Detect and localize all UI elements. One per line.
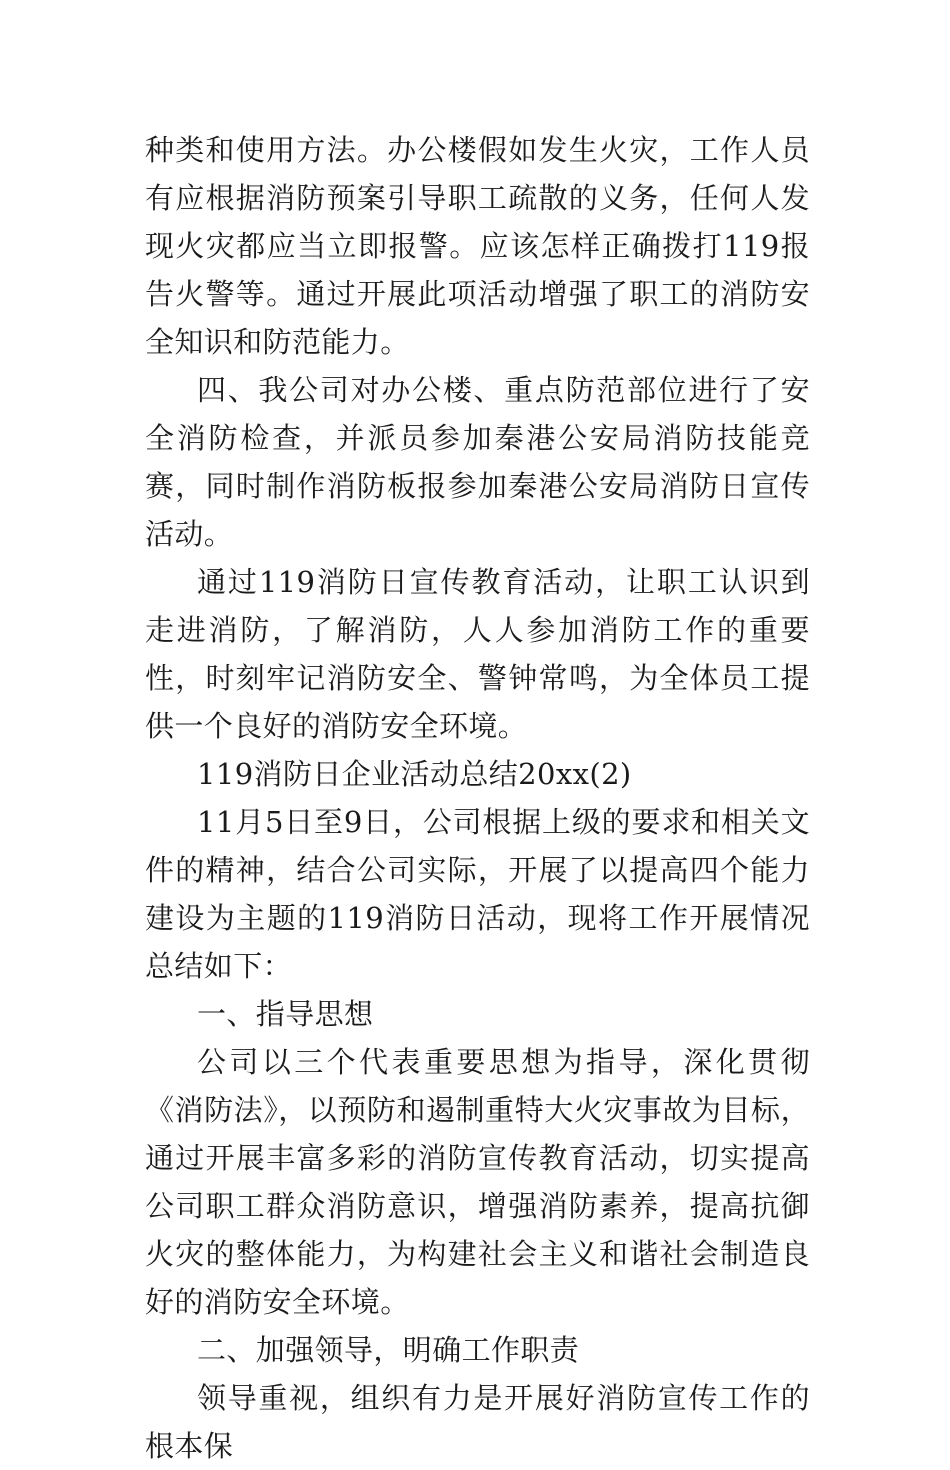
paragraph-continued: 种类和使用方法。办公楼假如发生火灾，工作人员有应根据消防预案引导职工疏散的义务，任何人发现火灾都应当立即报警。应该怎样正确拨打119报告火警等。通过开展此项活动增强了职工的消防安全知识和防范能力。	[145, 133, 810, 359]
heading-guiding-ideology: 一、指导思想	[197, 997, 374, 1031]
paragraph-section-four: 四、我公司对办公楼、重点防范部位进行了安全消防检查，并派员参加秦港公安局消防技能竞赛，同时制作消防板报参加秦港公安局消防日宣传活动。	[145, 373, 810, 551]
paragraph-guiding-ideology: 公司以三个代表重要思想为指导，深化贯彻《消防法》，以预防和遏制重特大火灾事故为目标，通过开展丰富多彩的消防宣传教育活动，切实提高公司职工群众消防意识，增强消防素养，提高抗御火灾的整体能力，为构建社会主义和谐社会制造良好的消防安全环境。	[145, 1045, 810, 1319]
heading-leadership: 二、加强领导，明确工作职责	[197, 1333, 580, 1367]
paragraph-leadership: 领导重视，组织有力是开展好消防宣传工作的根本保	[145, 1381, 810, 1463]
document-body	[145, 126, 810, 1470]
paragraph-summary: 通过119消防日宣传教育活动，让职工认识到走进消防，了解消防，人人参加消防工作的重要性，时刻牢记消防安全、警钟常鸣，为全体员工提供一个良好的消防安全环境。	[145, 565, 810, 743]
paragraph-intro: 11月5日至9日，公司根据上级的要求和相关文件的精神，结合公司实际，开展了以提高四个能力建设为主题的119消防日活动，现将工作开展情况总结如下：	[145, 805, 810, 983]
section-title: 119消防日企业活动总结20xx(2)	[197, 757, 632, 791]
